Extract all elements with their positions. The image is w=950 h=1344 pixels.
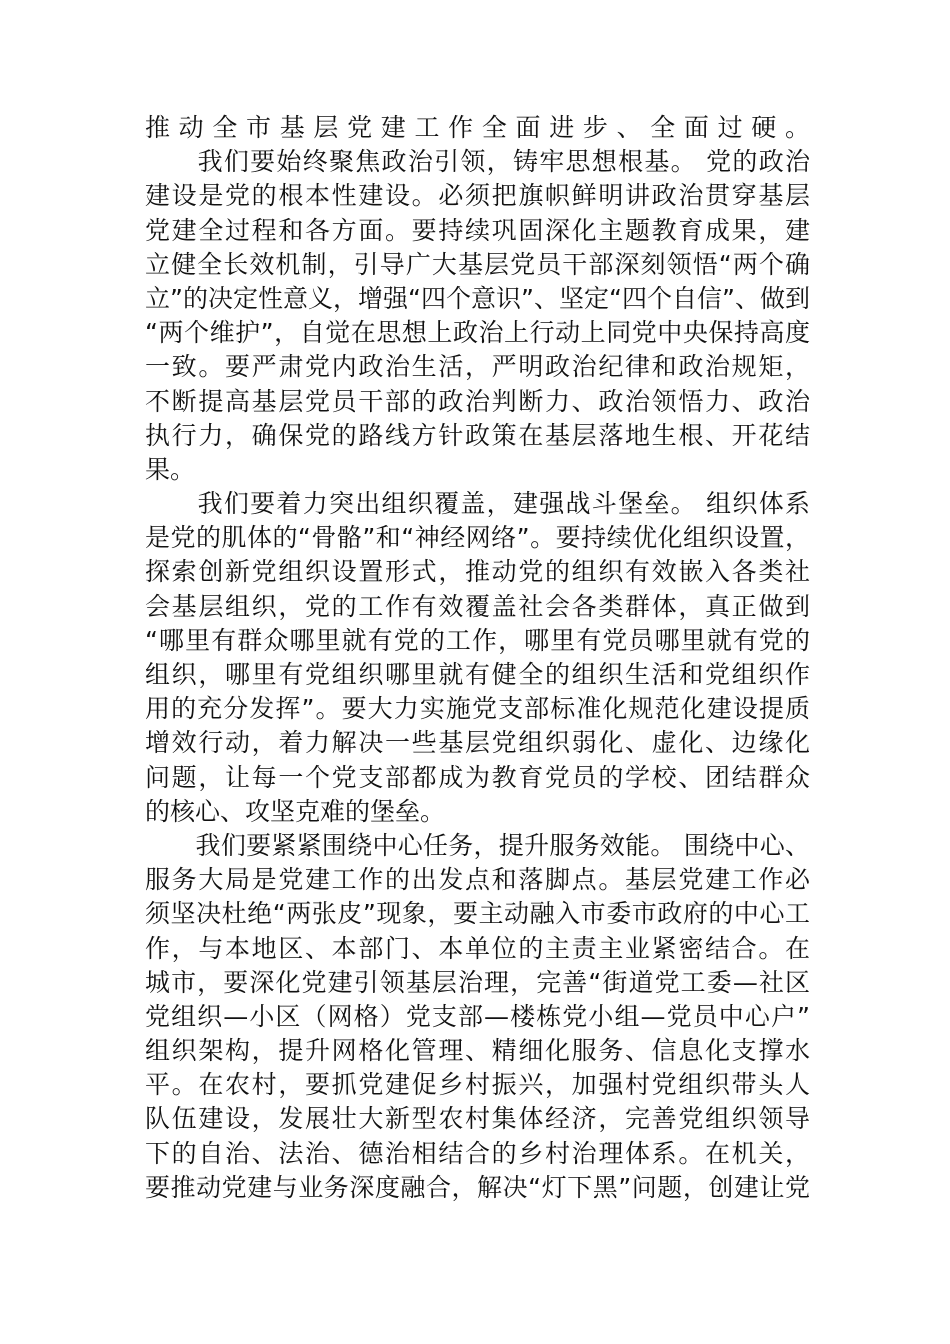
text-line: 作，与本地区、本部门、本单位的主责主业紧密结合。在 — [145, 933, 810, 963]
text-line: 我们要紧紧围绕中心任务，提升服务效能。 围绕中心、 — [145, 830, 810, 860]
text-line: 下的自治、法治、德治相结合的乡村治理体系。在机关， — [145, 1138, 810, 1168]
text-line: 果。 — [145, 454, 196, 484]
text-line: 组织架构，提升网格化管理、精细化服务、信息化支撑水 — [145, 1036, 810, 1066]
text-line: 党建全过程和各方面。要持续巩固深化主题教育成果，建 — [145, 215, 810, 245]
text-line: 用的充分发挥”。要大力实施党支部标准化规范化建设提质 — [145, 694, 810, 724]
text-line: 增效行动，着力解决一些基层党组织弱化、虚化、边缘化 — [145, 728, 810, 758]
text-line: 服务大局是党建工作的出发点和落脚点。基层党建工作必 — [145, 865, 810, 895]
body-text — [145, 111, 810, 1205]
text-line: 城市，要深化党建引领基层治理，完善“街道党工委—社区 — [145, 967, 810, 997]
text-line: 不断提高基层党员干部的政治判断力、政治领悟力、政治 — [145, 386, 810, 416]
text-line: 组织，哪里有党组织哪里就有健全的组织生活和党组织作 — [145, 660, 810, 689]
text-line: 队伍建设，发展壮大新型农村集体经济，完善党组织领导 — [145, 1104, 810, 1134]
text-line: 须坚决杜绝“两张皮”现象，要主动融入市委市政府的中心工 — [145, 899, 810, 929]
text-line: 我们要始终聚焦政治引领，铸牢思想根基。 党的政治 — [145, 147, 810, 177]
text-line: 立健全长效机制，引导广大基层党员干部深刻领悟“两个确 — [145, 249, 810, 279]
text-line: 的核心、攻坚克难的堡垒。 — [145, 796, 446, 826]
text-line: 我们要着力突出组织覆盖，建强战斗堡垒。 组织体系 — [145, 489, 810, 519]
text-line: 平。在农村，要抓党建促乡村振兴，加强村党组织带头人 — [145, 1070, 810, 1100]
text-line: 要推动党建与业务深度融合，解决“灯下黑”问题，创建让党 — [145, 1172, 810, 1202]
text-line: 建设是党的根本性建设。必须把旗帜鲜明讲政治贯穿基层 — [145, 181, 810, 211]
text-line: 执行力，确保党的路线方针政策在基层落地生根、开花结 — [145, 420, 810, 450]
text-line: 探索创新党组织设置形式，推动党的组织有效嵌入各类社 — [145, 557, 810, 587]
text-line: 立”的决定性意义，增强“四个意识”、坚定“四个自信”、做到 — [145, 283, 810, 313]
text-line: 一致。要严肃党内政治生活，严明政治纪律和政治规矩， — [145, 352, 810, 382]
text-line: 推动全市基层党建工作全面进步、全面过硬。 — [145, 113, 810, 142]
text-line: 是党的肌体的“骨骼”和“神经网络”。要持续优化组织设置， — [145, 523, 810, 553]
text-line: 问题，让每一个党支部都成为教育党员的学校、团结群众 — [145, 762, 810, 792]
text-line: “两个维护”，自觉在思想上政治上行动上同党中央保持高度 — [145, 318, 810, 348]
text-line: “哪里有群众哪里就有党的工作，哪里有党员哪里就有党的 — [145, 625, 810, 655]
text-line: 党组织—小区（网格）党支部—楼栋党小组—党员中心户” — [145, 1001, 810, 1031]
text-line: 会基层组织，党的工作有效覆盖社会各类群体，真正做到 — [145, 591, 810, 621]
